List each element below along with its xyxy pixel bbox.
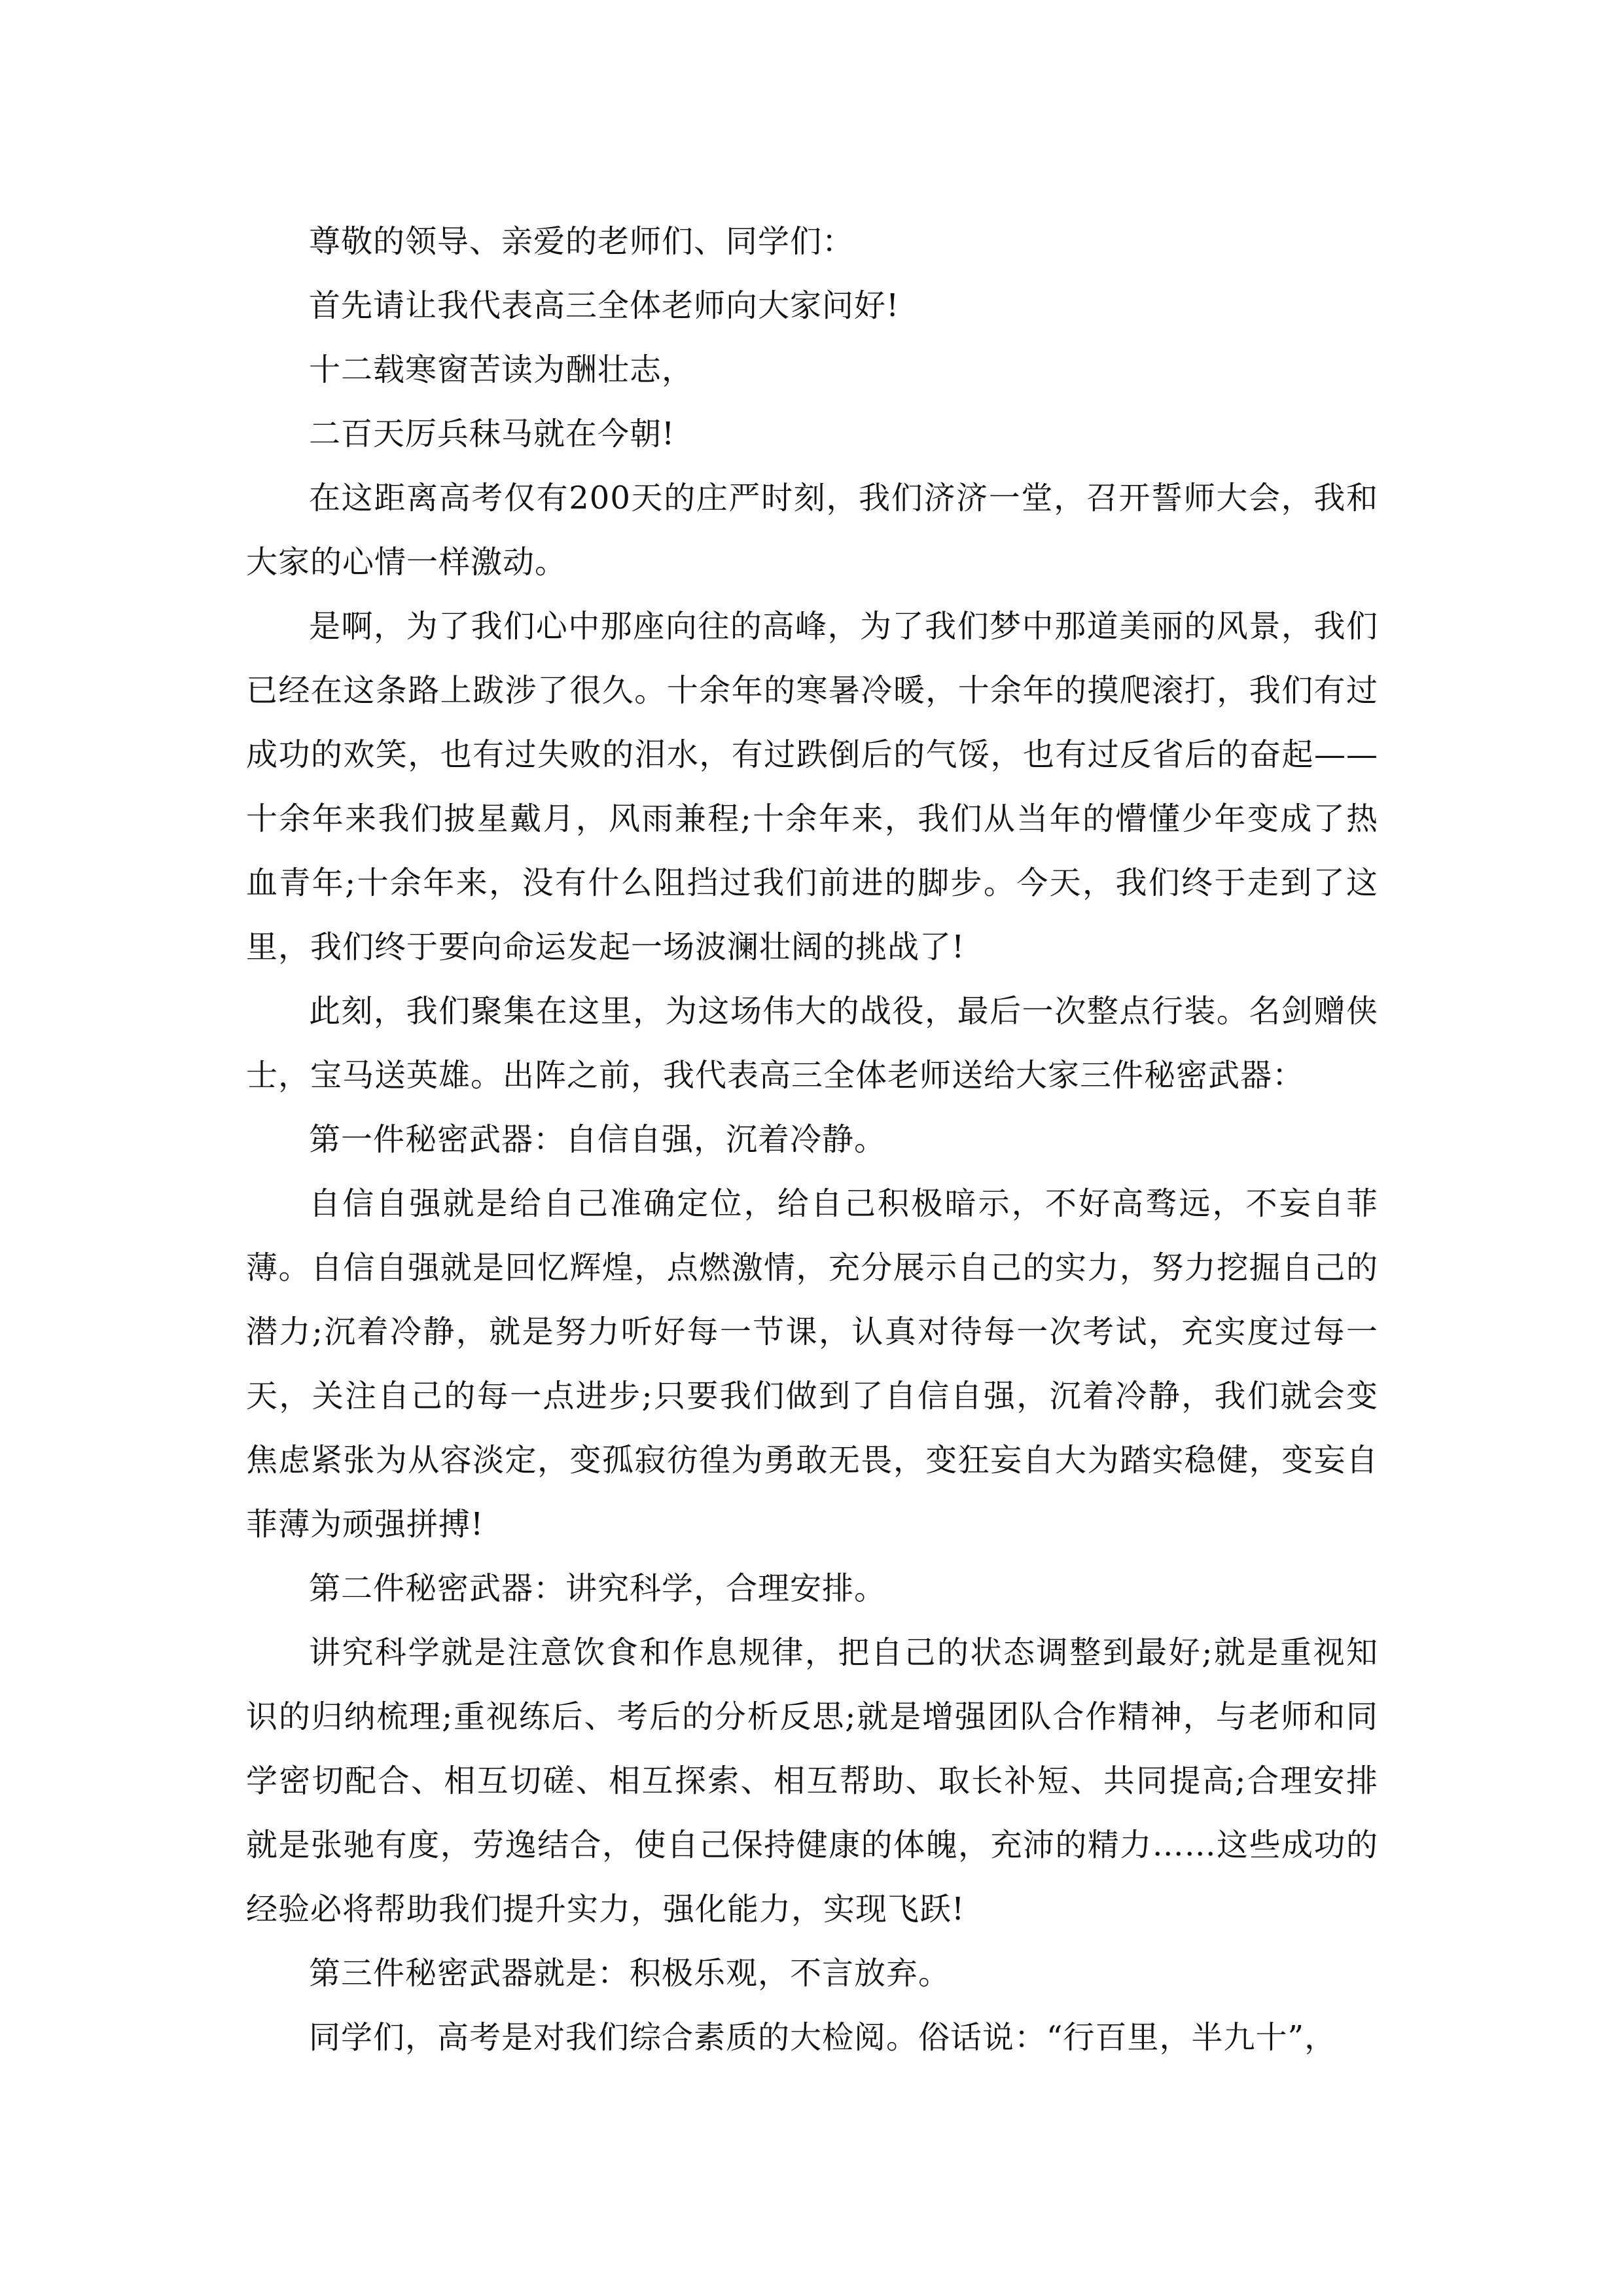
salutation: 尊敬的领导、亲爱的老师们、同学们： — [309, 223, 855, 260]
body-paragraph: 讲究科学就是注意饮食和作息规律，把自己的状态调整到最好;就是重视知识的归纳梳理;重视练后、考后的分析反思;就是增强团队合作精神，与老师和同学密切配合、相互切磋、相互探索、相互帮助、取长补短、共同提高;合理安排就是张驰有度，劳逸结合，使自己保持健康的体魄，充沛的精力……这些成功的经验必将帮助我们提升实力，强化能力，实现飞跃! — [246, 1634, 1378, 1928]
body-paragraph: 在这距离高考仅有200天的庄严时刻，我们济济一堂，召开誓师大会，我和大家的心情一样激动。 — [246, 480, 1378, 581]
section-heading-weapon-2: 第二件秘密武器：讲究科学，合理安排。 — [309, 1570, 887, 1607]
greeting-paragraph: 首先请让我代表高三全体老师向大家问好! — [309, 287, 900, 324]
couplet-line-1: 十二载寒窗苦读为酬壮志， — [309, 351, 694, 388]
section-heading-weapon-3: 第三件秘密武器就是：积极乐观，不言放弃。 — [309, 1955, 951, 1992]
body-paragraph: 同学们，高考是对我们综合素质的大检阅。俗话说：“行百里，半九十”， — [309, 2019, 1337, 2056]
document-body — [246, 209, 1378, 2070]
body-paragraph: 此刻，我们聚集在这里，为这场伟大的战役，最后一次整点行装。名剑赠侠士，宝马送英雄。出阵之前，我代表高三全体老师送给大家三件秘密武器： — [246, 993, 1378, 1094]
body-paragraph: 自信自强就是给自己准确定位，给自己积极暗示，不好高骛远，不妄自菲薄。自信自强就是回忆辉煌，点燃激情，充分展示自己的实力，努力挖掘自己的潜力;沉着冷静，就是努力听好每一节课，认真对待每一次考试，充实度过每一天，关注自己的每一点进步;只要我们做到了自信自强，沉着冷静，我们就会变焦虑紧张为从容淡定，变孤寂彷徨为勇敢无畏，变狂妄自大为踏实稳健，变妄自菲薄为顽强拼搏! — [246, 1185, 1378, 1543]
body-paragraph: 是啊，为了我们心中那座向往的高峰，为了我们梦中那道美丽的风景，我们已经在这条路上跋涉了很久。十余年的寒暑冷暖，十余年的摸爬滚打，我们有过成功的欢笑，也有过失败的泪水，有过跌倒后的气馁，也有过反省后的奋起——十余年来我们披星戴月，风雨兼程;十余年来，我们从当年的懵懂少年变成了热血青年;十余年来，没有什么阻挡过我们前进的脚步。今天，我们终于走到了这里，我们终于要向命运发起一场波澜壮阔的挑战了! — [246, 608, 1378, 965]
couplet-line-2: 二百天厉兵秣马就在今朝! — [309, 416, 675, 452]
section-heading-weapon-1: 第一件秘密武器：自信自强，沉着冷静。 — [309, 1121, 887, 1158]
